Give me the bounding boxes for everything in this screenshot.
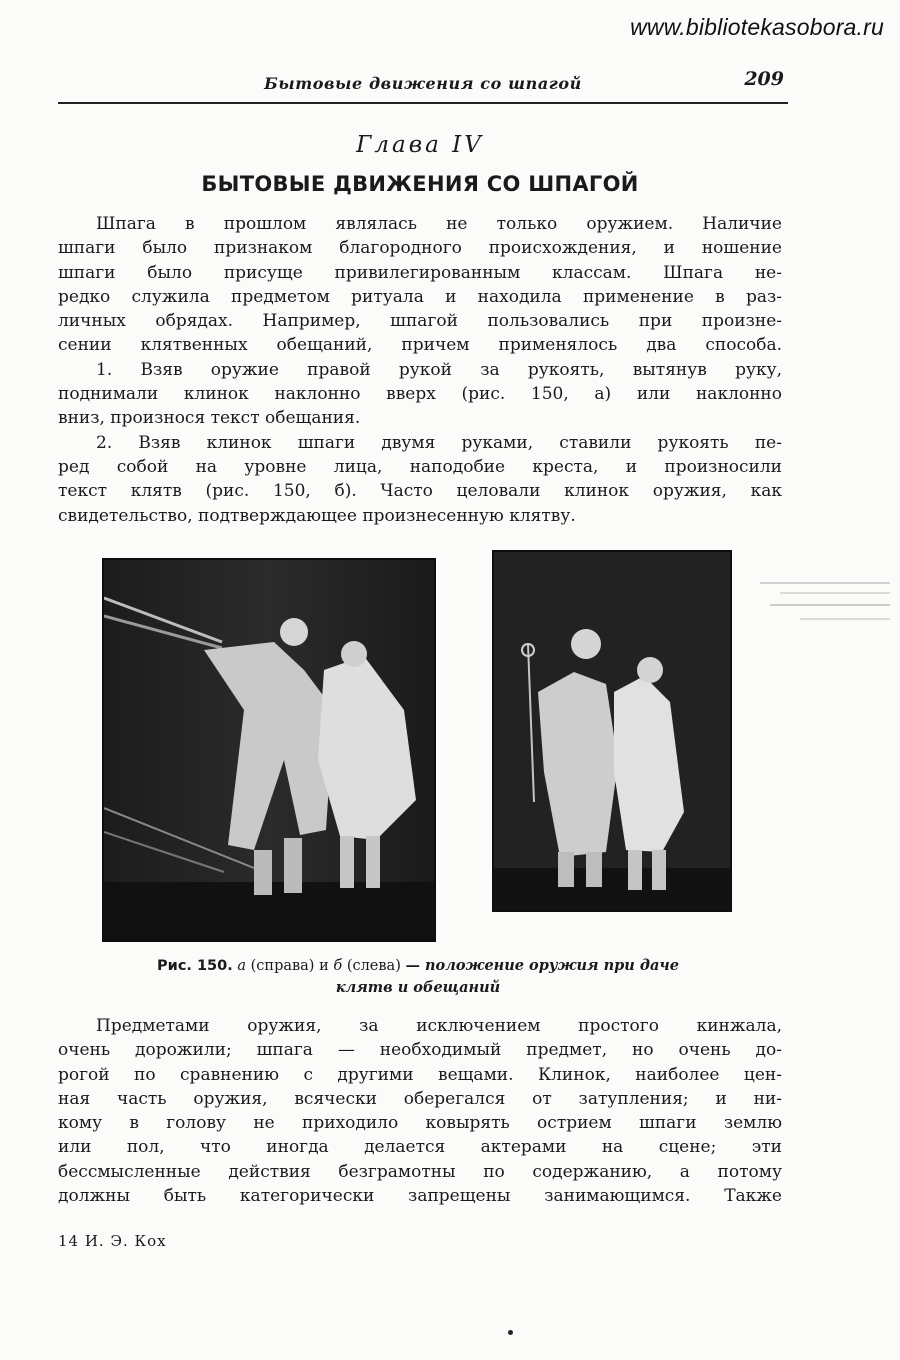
figure-description-1: — положение оружия при даче <box>405 957 679 974</box>
figure-description-2: клятв и обещаний <box>335 979 501 996</box>
figure-part-a: (справа) и <box>250 958 329 974</box>
text-line: Шпага в прошлом являлась не только оружием. Наличие <box>96 214 782 234</box>
text-line: поднимали клинок наклонно вверх (рис. 150, а) или наклонно <box>58 384 782 405</box>
figure-photo-b <box>492 550 732 912</box>
text-line: или пол, что иногда делается актерами на сцене; эти <box>58 1137 782 1158</box>
text-line: шпаги было признаком благородного происхождения, и ношение <box>58 238 782 259</box>
text-line: очень дорожили; шпага — необходимый предмет, но очень до- <box>58 1040 782 1061</box>
scan-artifact <box>760 575 890 635</box>
text-line: шпаги было присуще привилегированным классам. Шпага не- <box>58 262 782 283</box>
text-line: бессмысленные действия безграмотны по содержанию, а потому <box>58 1161 782 1182</box>
running-title: Бытовые движения со шпагой <box>264 74 582 93</box>
scan-speck <box>508 1330 513 1335</box>
figure-letter-a: а <box>237 958 247 974</box>
footer-signature: 14 И. Э. Кох <box>58 1232 167 1250</box>
chapter-title: БЫТОВЫЕ ДВИЖЕНИЯ СО ШПАГОЙ <box>201 172 639 196</box>
text-line: 1. Взяв оружие правой рукой за рукоять, вытянув руку, <box>96 359 782 380</box>
figure-part-b: (слева) <box>346 958 401 974</box>
body-paragraph <box>58 1014 782 1208</box>
text-line: должны быть категорически запрещены занимающимся. Также <box>58 1186 782 1207</box>
figure-label: Рис. 150. <box>157 958 233 974</box>
text-line: сении клятвенных обещаний, причем применялось два способа. <box>58 335 782 356</box>
figure-caption <box>58 955 778 999</box>
text-line: вниз, произнося текст обещания. <box>58 408 361 429</box>
text-line: редко служила предметом ритуала и находила применение в раз- <box>58 286 782 307</box>
text-line: свидетельство, подтверждающее произнесенную клятву. <box>58 505 576 526</box>
text-line: Предметами оружия, за исключением простого кинжала, <box>96 1016 782 1036</box>
text-line: 2. Взяв клинок шпаги двумя руками, ставили рукоять пе- <box>96 432 782 453</box>
text-line: ред собой на уровне лица, наподобие креста, и произносили <box>58 456 782 477</box>
intro-paragraphs <box>58 212 782 528</box>
text-line: ная часть оружия, всячески оберегался от затупления; и ни- <box>58 1088 782 1109</box>
text-line: кому в голову не приходило ковырять острием шпаги землю <box>58 1113 782 1134</box>
chapter-label: Глава IV <box>356 132 484 158</box>
page-number: 209 <box>744 68 784 90</box>
text-line: текст клятв (рис. 150, б). Часто целовали клинок оружия, как <box>58 481 782 502</box>
site-watermark: www.bibliotekasobora.ru <box>630 14 884 40</box>
text-line: личных обрядах. Например, шпагой пользовались при произне- <box>58 311 782 332</box>
running-header <box>58 68 788 104</box>
figure-photo-a <box>102 558 436 942</box>
figure-letter-b: б <box>333 958 343 974</box>
text-line: рогой по сравнению с другими вещами. Клинок, наиболее цен- <box>58 1064 782 1085</box>
